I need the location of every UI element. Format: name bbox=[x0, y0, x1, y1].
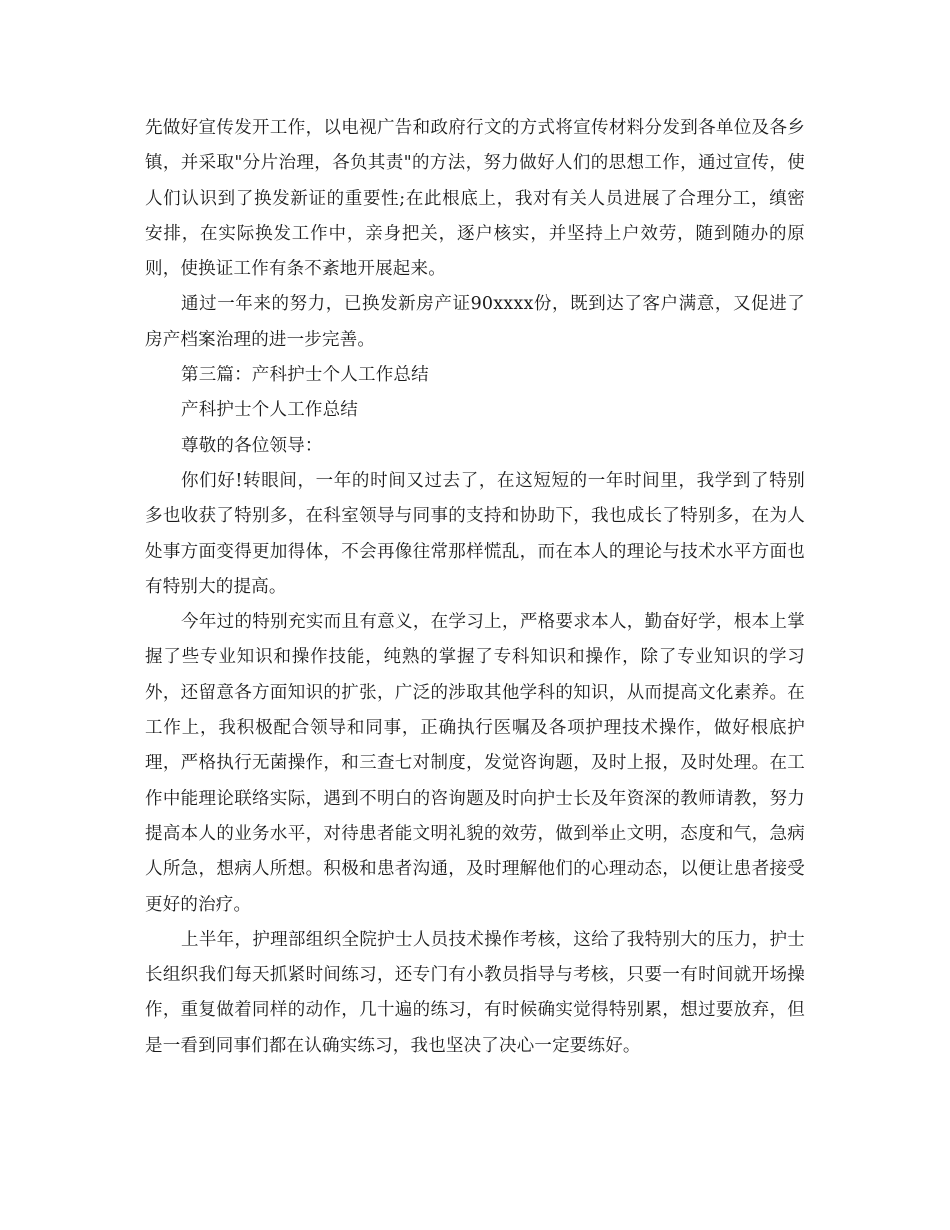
paragraph-4: 今年过的特别充实而且有意义，在学习上，严格要求本人，勤奋好学，根本上掌握了些专业知识和操作技能，纯熟的掌握了专科知识和操作，除了专业知识的学习外，还留意各方面知识的扩张，广泛的涉取其他学科的知识，从而提高文化素养。在工作上，我积极配合领导和同事，正确执行医嘱及各项护理技术操作，做好根底护理，严格执行无菌操作，和三查七对制度，发觉咨询题，及时上报，及时处理。在工作中能理论联络实际，遇到不明白的咨询题及时向护士长及年资深的教师请教，努力提高本人的业务水平，对待患者能文明礼貌的效劳，做到举止文明，态度和气，急病人所急，想病人所想。积极和患者沟通，及时理解他们的心理动态，以便让患者接受更好的治疗。 bbox=[145, 612, 805, 915]
paragraph-5: 上半年，护理部组织全院护士人员技术操作考核，这给了我特别大的压力，护士长组织我们每天抓紧时间练习，还专门有小教员指导与考核，只要一有时间就开场操作，重复做着同样的动作，几十遍的练习，有时候确实觉得特别累，想过要放弃，但是一看到同事们都在认确实练习，我也坚决了决心一定要练好。 bbox=[145, 929, 805, 1056]
salutation: 尊敬的各位领导： bbox=[181, 435, 323, 456]
document-title: 产科护士个人工作总结 bbox=[181, 400, 358, 421]
section-heading: 第三篇：产科护士个人工作总结 bbox=[181, 365, 429, 386]
document-page bbox=[145, 111, 805, 1064]
paragraph-3: 你们好!转眼间，一年的时间又过去了，在这短短的一年时间里，我学到了特别多也收获了特别多，在科室领导与同事的支持和协助下，我也成长了特别多，在为人处事方面变得更加得体，不会再像往常那样慌乱，而在本人的理论与技术水平方面也有特别大的提高。 bbox=[145, 470, 805, 597]
paragraph-1: 先做好宣传发开工作，以电视广告和政府行文的方式将宣传材料分发到各单位及各乡镇，并采取"分片治理，各负其责"的方法，努力做好人们的思想工作，通过宣传，使人们认识到了换发新证的重要性;在此根底上，我对有关人员进展了合理分工，缜密安排，在实际换发工作中，亲身把关，逐户核实，并坚持上户效劳，随到随办的原则，使换证工作有条不紊地开展起来。 bbox=[145, 118, 805, 280]
paragraph-2: 通过一年来的努力，已换发新房产证90xxxx份，既到达了客户满意，又促进了房产档案治理的进一步完善。 bbox=[145, 294, 805, 350]
